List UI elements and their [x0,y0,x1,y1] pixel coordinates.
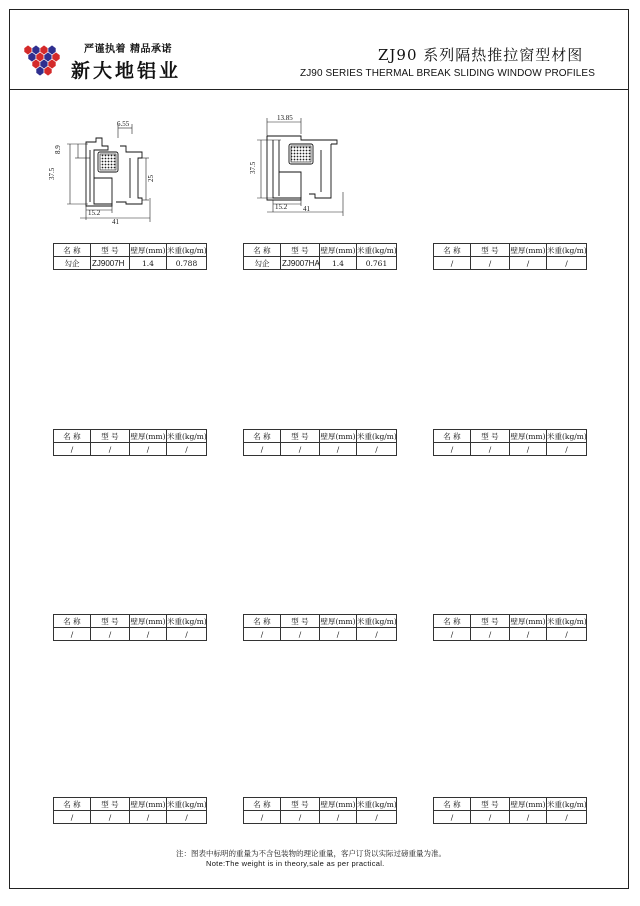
header-model: 型 号 [471,430,510,443]
dim-height: 37.5 [48,167,56,180]
header-name: 名 称 [54,798,91,811]
company-name: 新大地铝业 [71,60,182,82]
document-title-cn: ZJ90 系列隔热推拉窗型材图 [378,46,584,64]
header-weight: 米重(kg/m) [547,799,587,809]
header-model: 型 号 [281,615,320,628]
header-name: 名 称 [434,244,471,257]
dim-width-2: 41 [303,205,310,213]
cell-thickness: / [510,257,547,270]
header-name: 名 称 [244,244,281,257]
cell-weight: / [547,628,587,641]
cell-model: / [281,811,320,824]
header-thickness: 壁厚(mm) [320,799,356,809]
cell-thickness: 1.4 [130,257,167,270]
header-thickness: 壁厚(mm) [130,245,166,255]
cell-thickness: / [320,628,357,641]
header-thickness: 壁厚(mm) [320,616,356,626]
spec-table-1 [53,243,207,270]
header-thickness: 壁厚(mm) [510,431,546,441]
cell-thickness: 1.4 [320,257,357,270]
profile-drawing-zj9007ha [245,110,355,216]
header-model: 型 号 [471,798,510,811]
cell-weight: / [547,257,587,270]
header-weight: 米重(kg/m) [357,245,397,255]
header-weight: 米重(kg/m) [357,616,397,626]
spec-table-empty [243,614,397,641]
spec-table-empty [433,614,587,641]
cell-name: / [54,443,91,456]
dim-upper: 8.9 [54,145,62,154]
cell-thickness: / [130,811,167,824]
header-thickness: 壁厚(mm) [130,799,166,809]
cell-name: / [54,628,91,641]
header-model: 型 号 [471,244,510,257]
header-model: 型 号 [281,244,320,257]
cell-thickness: / [320,443,357,456]
cell-weight: / [547,443,587,456]
header-thickness: 壁厚(mm) [510,799,546,809]
document-title-en: ZJ90 SERIES THERMAL BREAK SLIDING WINDOW PROFILES [300,68,595,79]
header-weight: 米重(kg/m) [547,245,587,255]
spec-table-empty [243,429,397,456]
header-weight: 米重(kg/m) [547,616,587,626]
cell-model: ZJ9007HA [282,258,320,268]
header-weight: 米重(kg/m) [167,431,207,441]
header-weight: 米重(kg/m) [357,799,397,809]
cell-model: ZJ9007H [91,257,130,270]
header-model: 型 号 [91,244,130,257]
cell-name: 勾企 [54,257,91,270]
cell-name: / [434,811,471,824]
header-thickness: 壁厚(mm) [320,245,356,255]
cell-weight: / [167,811,207,824]
cell-model: / [281,628,320,641]
profile-drawing-zj9007h [50,118,165,224]
header-model: 型 号 [471,615,510,628]
header-name: 名 称 [244,798,281,811]
cell-model: / [281,443,320,456]
header-model: 型 号 [281,430,320,443]
header-thickness: 壁厚(mm) [510,245,546,255]
cell-name: / [244,811,281,824]
header-name: 名 称 [244,615,281,628]
header-thickness: 壁厚(mm) [320,431,356,441]
header-weight: 米重(kg/m) [357,431,397,441]
cell-name: / [434,257,471,270]
cell-name: / [244,443,281,456]
spec-table-empty [243,797,397,824]
cell-model: / [471,257,510,270]
company-logo-icon [22,44,64,74]
spec-table-empty [53,797,207,824]
cell-name: 勾企 [244,257,281,270]
header-model: 型 号 [91,615,130,628]
cell-model: / [471,443,510,456]
header-weight: 米重(kg/m) [167,616,207,626]
spec-table-2 [243,243,397,270]
spec-table-empty [433,243,587,270]
header-name: 名 称 [54,615,91,628]
cell-name: / [54,811,91,824]
cell-weight: / [357,811,397,824]
header-name: 名 称 [434,798,471,811]
cell-model: / [91,443,130,456]
cell-thickness: / [130,628,167,641]
spec-table-empty [53,614,207,641]
dim-right: 25 [147,175,155,182]
cell-thickness: / [510,811,547,824]
cell-weight: / [547,811,587,824]
cell-thickness: / [510,628,547,641]
header-name: 名 称 [54,430,91,443]
cell-weight: / [167,628,207,641]
cell-model: / [91,628,130,641]
cell-thickness: / [510,443,547,456]
header-divider [9,89,629,90]
cell-thickness: / [130,443,167,456]
header-name: 名 称 [244,430,281,443]
dim-top-2: 13.85 [277,114,293,122]
cell-model: / [471,628,510,641]
cell-weight: / [167,443,207,456]
header-thickness: 壁厚(mm) [130,616,166,626]
cell-name: / [434,628,471,641]
cell-thickness: / [320,811,357,824]
cell-model: / [91,811,130,824]
header-weight: 米重(kg/m) [167,245,207,255]
cell-model: / [471,811,510,824]
header-name: 名 称 [54,244,91,257]
company-slogan: 严谨执着 精品承诺 [84,44,172,55]
header-thickness: 壁厚(mm) [510,616,546,626]
cell-weight: 0.788 [167,257,207,270]
dim-height-2: 37.5 [249,161,257,174]
footnote-cn: 注：图表中标明的重量为不含包装物的理论重量，客户订货以实际过磅重量为准。 [176,849,446,858]
header-name: 名 称 [434,430,471,443]
spec-table-empty [433,797,587,824]
header-model: 型 号 [91,430,130,443]
cell-name: / [434,443,471,456]
header-model: 型 号 [281,798,320,811]
cell-name: / [244,628,281,641]
spec-table-empty [433,429,587,456]
footnote-en: Note:The weight is in theory,sale as per practical. [206,859,385,868]
header-model: 型 号 [91,798,130,811]
header-thickness: 壁厚(mm) [130,431,166,441]
dim-base-2: 15.2 [275,203,288,211]
cell-weight: 0.761 [357,257,397,270]
dim-top: 6.55 [117,120,130,128]
cell-weight: / [357,443,397,456]
spec-table-empty [53,429,207,456]
header-weight: 米重(kg/m) [167,799,207,809]
header-name: 名 称 [434,615,471,628]
cell-weight: / [357,628,397,641]
header-weight: 米重(kg/m) [547,431,587,441]
dim-width: 41 [112,218,119,226]
dim-base: 15.2 [88,209,101,217]
